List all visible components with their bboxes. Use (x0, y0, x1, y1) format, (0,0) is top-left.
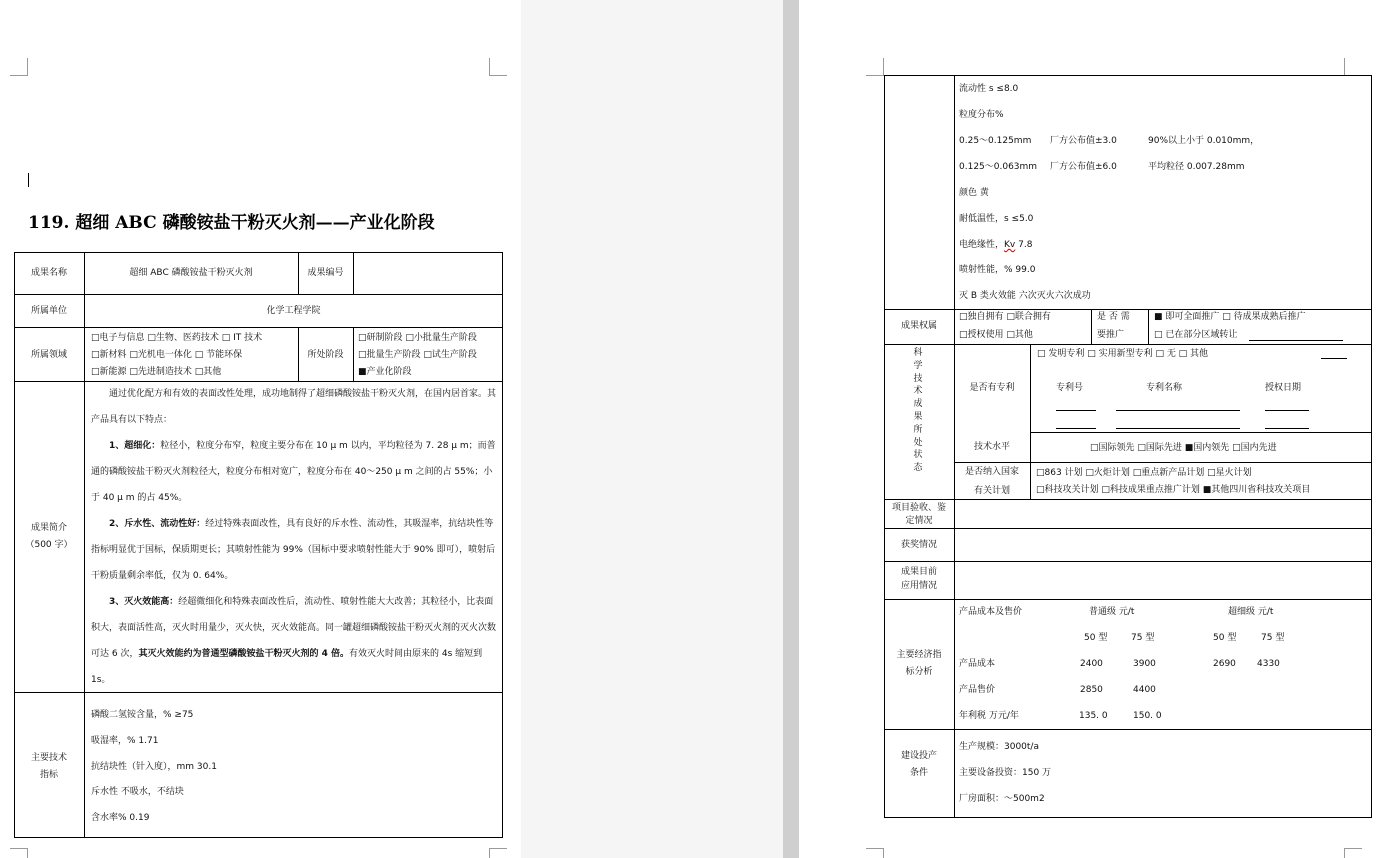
rights-options-2: □授权使用 □其他 (959, 330, 1033, 340)
text-cursor (28, 173, 29, 187)
label-national-plan-sub: 有关计划 (973, 486, 1010, 496)
econ-row-label: 年利税 万元/年 (959, 711, 1019, 721)
label-build-sub: 条件 (909, 768, 928, 778)
tech-cont-4a: 0.125～0.063mm (959, 162, 1038, 172)
econ-header-ultrafine: 超细级 元/t (1228, 607, 1274, 617)
tech-line-2: 吸湿率，% 1.71 (91, 736, 159, 746)
intro-point-2: 2、斥水性、流动性好：经过特殊表面改性，具有良好的斥水性、流动性，其吸湿率，抗结块性等指标明显优于国标，保质期更长；其喷射性能为 99%（国标中要求喷射性能大于 90% 即可），喷射后干粉质量剩余率低，仅为 0. 64%。 (91, 519, 496, 581)
patent-options: □ 发明专利 □ 实用新型专利 □ 无 □ 其他 (1037, 349, 1209, 359)
section-title: 119. 超细 ABC 磷酸铵盐干粉灭火剂——产业化阶段 (28, 213, 435, 233)
tech-cont-6: 耐低温性，s ≤5.0 (959, 214, 1034, 224)
tech-cont-1: 流动性 s ≤8.0 (959, 84, 1019, 94)
label-application: 成果目前 (900, 567, 937, 577)
econ-cell: 2850 (1080, 685, 1103, 695)
label-national-plan: 是否纳入国家 (964, 467, 1019, 477)
label-result-number: 成果编号 (307, 268, 344, 278)
econ-subheader: 50 型 (1213, 633, 1237, 643)
patent-col-number: 专利号 (1056, 383, 1084, 393)
spellcheck-word: Kv (1004, 240, 1016, 250)
underline-blank (1249, 340, 1343, 341)
econ-cell: 3900 (1133, 659, 1156, 669)
tech-cont-3a: 0.25～0.125mm (959, 136, 1032, 146)
label-unit: 所属单位 (30, 306, 67, 316)
field-options-2: □新材料 □光机电一体化 □ 节能环保 (91, 350, 243, 360)
label-economics: 主要经济指 (896, 650, 942, 660)
underline-blank (1056, 428, 1096, 429)
intro-point-3: 3、灭火效能高：经超微细化和特殊表面改性后，流动性、喷射性能大大改善；其粒径小，比表面积大，表面活性高，灭火时用量少，灭火快，灭火效能高。同一罐超细磷酸铵盐干粉灭火剂的灭火次数可达 6 次，其灭火效能约为普通型磷酸铵盐干粉灭火剂的 4 倍。有效灭火时间由原来的 4s 缩短到 1s。 (91, 597, 497, 685)
label-acceptance: 项目验收、鉴 (891, 503, 946, 513)
label-patent: 是否有专利 (969, 383, 1015, 393)
econ-cell: 4400 (1133, 685, 1156, 695)
tech-cont-9: 灭 B 类火效能 六次灭火六次成功 (959, 291, 1091, 301)
crop-mark (1344, 848, 1362, 858)
econ-header-normal: 普通级 元/t (1089, 607, 1135, 617)
econ-subheader: 50 型 (1084, 633, 1108, 643)
crop-mark (489, 58, 507, 76)
label-promote-2: 要推广 (1097, 330, 1125, 340)
underline-blank (1321, 358, 1347, 359)
intro-point-1: 1、超细化：粒径小，粒度分布窄，粒度主要分布在 10 μ m 以内，平均粒径为 7. 28 μ m；而普通的磷酸铵盐干粉灭火剂粒径大，粒度分布相对宽广，粒度分布在 40～250 μ m 之间的占 55%；小于 40 μ m 的占 45%。 (91, 441, 496, 503)
stage-options-2: □批量生产阶段 □试生产阶段 (358, 350, 477, 360)
crop-mark (10, 848, 28, 858)
page-gap (521, 0, 783, 858)
label-field: 所属领域 (30, 350, 67, 360)
label-rights: 成果权属 (900, 321, 937, 331)
econ-subheader: 75 型 (1261, 633, 1285, 643)
econ-cell: 150. 0 (1133, 711, 1162, 721)
tech-cont-8: 喷射性能，% 99.0 (959, 265, 1036, 275)
tech-line-5: 含水率% 0.19 (91, 813, 150, 823)
econ-subheader: 75 型 (1131, 633, 1155, 643)
underline-blank (1265, 428, 1309, 429)
patent-col-date: 授权日期 (1265, 383, 1302, 393)
document-page-left (0, 0, 521, 858)
tech-level-options: □国际领先 □国际先进 ■国内领先 □国内先进 (1090, 443, 1277, 453)
label-intro-sub: （500 字） (25, 540, 73, 550)
tech-cont-4b: 厂方公布值±6.0 (1050, 162, 1117, 172)
underline-blank (1116, 428, 1240, 429)
value-unit: 化学工程学院 (266, 306, 321, 316)
crop-mark (866, 848, 884, 858)
econ-cell: 4330 (1257, 659, 1280, 669)
label-tech-state: 科学技术成果所处状态 (913, 348, 923, 474)
econ-cell: 135. 0 (1079, 711, 1108, 721)
label-intro: 成果简介 (30, 523, 67, 533)
field-options-3: □新能源 □先进制造技术 □其他 (91, 367, 222, 377)
page-divider-bar (783, 0, 799, 858)
label-stage: 所处阶段 (307, 350, 344, 360)
underline-blank (1116, 410, 1240, 411)
econ-cell: 2690 (1213, 659, 1236, 669)
crop-mark (1344, 58, 1362, 76)
label-awards: 获奖情况 (900, 540, 937, 550)
promote-options-2: □ 已在部分区域转让 (1154, 330, 1238, 340)
intro-paragraph: 通过优化配方和有效的表面改性处理，成功地制得了超细磷酸铵盐干粉灭火剂，在国内居首家。其产品具有以下特点： (91, 389, 497, 425)
label-promote-1: 是 否 需 (1097, 312, 1130, 322)
crop-mark (10, 58, 28, 76)
label-application-sub: 应用情况 (900, 581, 937, 591)
label-acceptance-sub: 定情况 (905, 516, 933, 526)
econ-cell: 2400 (1080, 659, 1103, 669)
econ-row-label: 产品成本 (959, 659, 996, 669)
underline-blank (1056, 410, 1096, 411)
tech-line-4: 斥水性 不吸水，不结块 (91, 787, 184, 797)
tech-cont-3b: 厂方公布值±3.0 (1050, 136, 1117, 146)
crop-mark (489, 848, 507, 858)
label-economics-sub: 标分析 (905, 667, 933, 677)
value-result-name: 超细 ABC 磷酸铵盐干粉灭火剂 (129, 268, 253, 278)
stage-options-3: ■产业化阶段 (358, 367, 412, 377)
label-tech: 主要技术 (30, 753, 67, 763)
patent-col-name: 专利名称 (1146, 383, 1183, 393)
field-options-1: □电子与信息 □生物、医药技术 □ IT 技术 (91, 333, 263, 343)
promote-options-1: ■ 即可全面推广 □ 待成果成熟后推广 (1154, 312, 1306, 322)
rights-options-1: □独自拥有 □联合拥有 (959, 312, 1051, 322)
label-result-name: 成果名称 (30, 268, 67, 278)
tech-line-1: 磷酸二氢铵含量，% ≥75 (91, 710, 194, 720)
plan-options-1: □863 计划 □火炬计划 □重点新产品计划 □星火计划 (1036, 468, 1252, 478)
econ-row-label: 产品售价 (959, 685, 996, 695)
tech-cont-5: 颜色 黄 (959, 188, 989, 198)
underline-blank (1265, 410, 1309, 411)
build-line-3: 厂房面积：～500m2 (959, 794, 1045, 804)
crop-mark (866, 58, 884, 76)
tech-cont-2: 粒度分布% (959, 110, 1004, 120)
tech-cont-4c: 平均粒径 0.007.28mm (1148, 162, 1245, 172)
label-tech-level: 技术水平 (973, 442, 1010, 452)
plan-options-2: □科技攻关计划 □科技成果重点推广计划 ■其他四川省科技攻关项目 (1036, 485, 1311, 495)
tech-cont-7: 电绝缘性，Kv 7.8 (959, 240, 1033, 250)
tech-cont-3c: 90%以上小于 0.010mm， (1148, 136, 1260, 146)
document-page-right (799, 0, 1379, 858)
build-line-2: 主要设备投资：150 万 (959, 768, 1052, 778)
econ-header: 产品成本及售价 (959, 607, 1023, 617)
label-build: 建设投产 (900, 751, 937, 761)
stage-options-1: □研制阶段 □小批量生产阶段 (358, 333, 477, 343)
label-tech-sub: 指标 (39, 770, 58, 780)
build-line-1: 生产规模：3000t/a (959, 742, 1039, 752)
tech-line-3: 抗结块性（针入度），mm 30.1 (91, 762, 217, 772)
